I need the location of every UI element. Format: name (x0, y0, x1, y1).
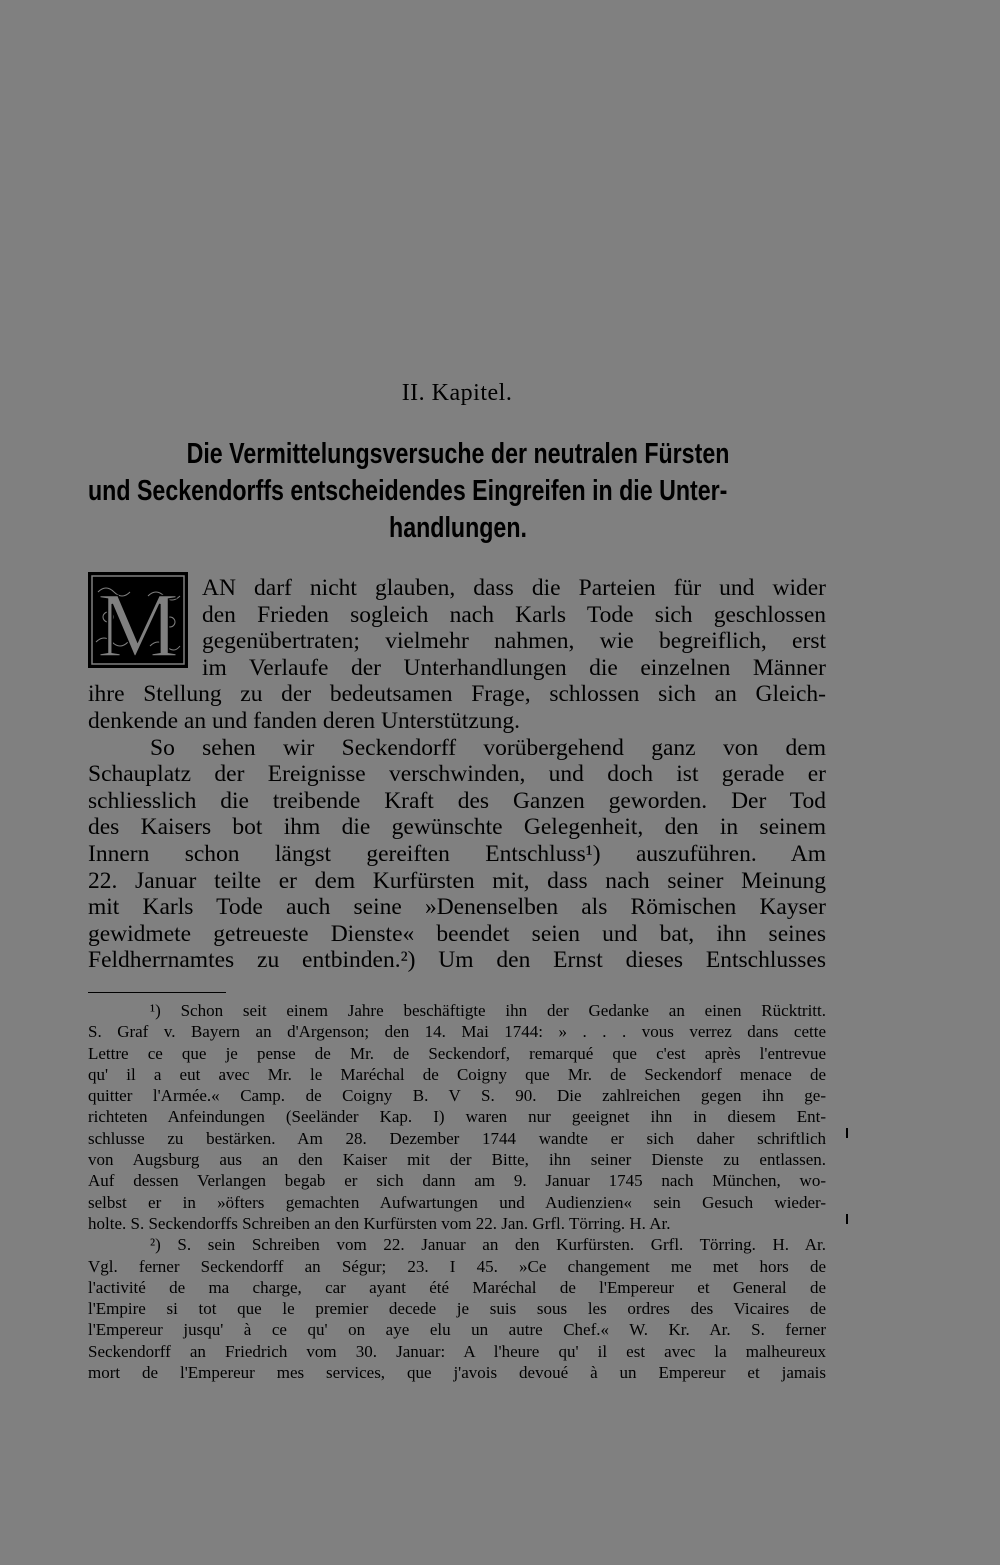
footnote-line: mort de l'Empereur mes services, que j'avois devoué à un Empereur et jamais (88, 1363, 826, 1383)
chapter-heading: II. Kapitel. (401, 380, 513, 406)
footnote-line: schlusse zu bestärken. Am 28. Dezember 1744 wandte er sich daher schriftlich (88, 1128, 826, 1148)
footnote-line: Auf dessen Verlangen begab er sich dann am 9. Januar 1745 nach München, wo- (88, 1171, 826, 1191)
body-line: Innern schon längst gereiften Entschluss¹) auszuführen. Am (88, 840, 826, 867)
footnote-line: selbst er in »öfters gemachten Aufwartungen und Audienzien« sein Gesuch wieder- (88, 1192, 826, 1212)
body-line: denkende an und fanden deren Unterstützung. (88, 707, 520, 734)
body-line: Schauplatz der Ereignisse verschwinden, und doch ist gerade er (88, 761, 826, 788)
footnote-line: holte. S. Seckendorffs Schreiben an den Kurfürsten vom 22. Jan. Grfl. Törring. H. Ar. (88, 1213, 671, 1233)
footnote-line: l'Empire si tot que le premier decede je suis sous les ordres des Vicaires de (88, 1299, 826, 1319)
body-line: Feldherrnamtes zu entbinden.²) Um den Ernst dieses Entschlusses (88, 947, 826, 974)
chapter-title (88, 436, 730, 547)
footnote-line: l'activité de ma charge, car ayant été Maréchal de l'Empereur et General de (88, 1277, 826, 1297)
footnote-line: ¹) Schon seit einem Jahre beschäftigte ihn der Gedanke an einen Rücktritt. (150, 1001, 826, 1020)
title-line: und Seckendorffs entscheidendes Eingreifen in die Unter- (88, 475, 728, 507)
body-line: mit Karls Tode auch seine »Denenselben als Römischen Kayser (88, 894, 826, 921)
footnote-line: quitter l'Armée.« Camp. de Coigny B. V S. 90. Die zahlreichen gegen ihn ge- (88, 1086, 826, 1106)
footnote-line: richteten Anfeindungen (Seeländer Kap. I) waren nur geeignet ihn in diesem Ent- (88, 1107, 826, 1127)
footnote-rule (88, 992, 226, 993)
body-line: AN darf nicht glauben, dass die Parteien für und wider (202, 575, 826, 601)
drop-cap-letter: M (97, 574, 179, 668)
body-line: schliesslich die treibende Kraft des Ganzen geworden. Der Tod (88, 787, 826, 814)
body-line: des Kaisers bot ihm die gewünschte Gelegenheit, den in seinem (88, 814, 826, 841)
body-line: im Verlaufe der Unterhandlungen die einzelnen Männer (202, 654, 826, 681)
footnote-line: Lettre ce que je pense de Mr. de Seckendorf, remarqué que c'est après l'entrevue (88, 1043, 826, 1063)
body-line: ihre Stellung zu der bedeutsamen Frage, schlossen sich an Gleich- (88, 681, 826, 708)
body-text (88, 575, 826, 974)
footnote-line: l'Empereur jusqu' à ce qu' on aye elu un autre Chef.« W. Kr. Ar. S. ferner (88, 1320, 826, 1340)
body-line: den Frieden sogleich nach Karls Tode sich geschlossen (202, 601, 826, 628)
footnote-line: Seckendorff an Friedrich vom 30. Januar: A l'heure qu' il est avec la malheureux (88, 1341, 826, 1361)
footnotes (88, 1000, 826, 1383)
footnote-line: qu' il a eut avec Mr. le Maréchal de Coigny que Mr. de Seckendorf menace de (88, 1064, 826, 1084)
title-line: Die Vermittelungsversuche der neutralen Fürsten (186, 438, 730, 470)
body-line: gewidmete getreueste Dienste« beendet seien und bat, ihn seines (88, 920, 826, 947)
footnote-line: S. Graf v. Bayern an d'Argenson; den 14. Mai 1744: » . . . vous verrez dans cette (88, 1022, 826, 1042)
footnote-line: Vgl. ferner Seckendorff an Ségur; 23. I 45. »Ce changement me met hors de (88, 1256, 826, 1276)
body-line: gegenübertraten; vielmehr nahmen, wie begreiflich, erst (202, 628, 826, 655)
body-line: 22. Januar teilte er dem Kurfürsten mit, dass nach seiner Meinung (88, 867, 826, 894)
body-line: So sehen wir Seckendorff vorübergehend ganz von dem (150, 734, 826, 761)
margin-mark (846, 1214, 848, 1224)
margin-mark (846, 1128, 848, 1138)
title-line: handlungen. (389, 512, 527, 544)
footnote-line: ²) S. sein Schreiben vom 22. Januar an den Kurfürsten. Grfl. Törring. H. Ar. (150, 1235, 826, 1255)
footnote-line: von Augsburg aus an den Kaiser mit der Bitte, ihn seiner Dienste zu entlassen. (88, 1150, 826, 1170)
